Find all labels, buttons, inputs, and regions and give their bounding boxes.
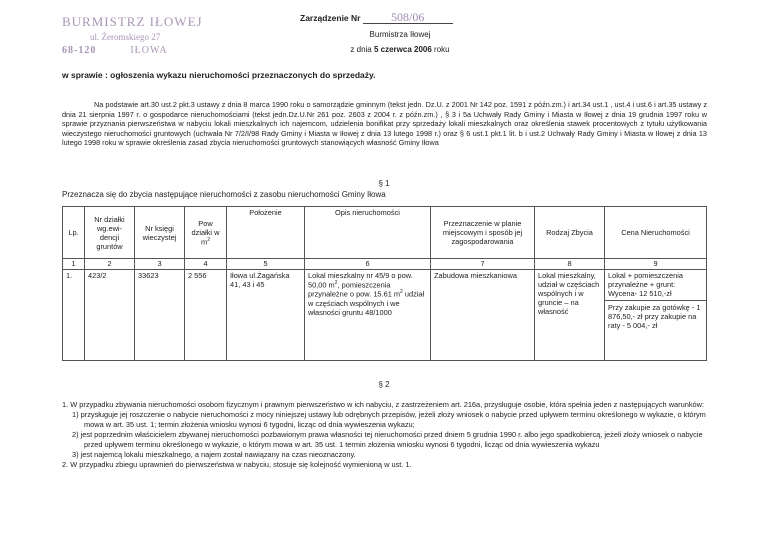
header-price: Cena Nieruchomości bbox=[605, 207, 707, 259]
description-part-1: Lokal mieszkalny nr 45/9 o pow. 50,00 m bbox=[308, 271, 413, 290]
list-subitem: 3) jest najemcą lokalu mieszkalnego, a najem został nawiązany na czas nieoznaczony. bbox=[72, 450, 356, 459]
list-subitem: 2) jest poprzednim właścicielem zbywanej nieruchomości pozbawionym prawa własności tej nieruchomości przed dniem 5 grudnia 1990 r. albo jego spadkobiercą, jeżeli złoży wniosek o nabycie przed upływem terminu określonego w wykazie, o którym mowa w art. 35 ust. 1 termin złożenia wniosku wynosi 6 tygodni, licząc od dnia wywieszenia wykazu bbox=[72, 430, 703, 449]
list-item: 1. W przypadku zbywania nieruchomości osobom fizycznym i prawnym pierwszeństwo w ich nabyciu, z zastrzeżeniem art. 216a, przysługuje osobie, która spełnia jeden z następujących warunków: bbox=[62, 400, 705, 409]
col-number: 2 bbox=[85, 259, 135, 270]
section-2-list bbox=[62, 400, 710, 470]
description-part-3: udział w częściach wspólnych i we własności gruntu 48/1000 bbox=[308, 289, 425, 317]
price-valuation: Lokal + pomieszczenia przynależne + grunt: Wycena- 12 510,-zł bbox=[605, 271, 706, 301]
header-lp: Lp. bbox=[63, 207, 85, 259]
description-part-2: , pomieszczenia przynależne o pow. 15.61 m bbox=[308, 280, 401, 299]
cell-area: 2 556 bbox=[185, 270, 227, 361]
list-item: 2. W przypadku zbiegu uprawnień do pierwszeństwa w nabyciu, stosuje się kolejność wymienioną w ust. 1. bbox=[62, 460, 412, 469]
stamp-city: IŁOWA bbox=[130, 45, 168, 56]
col-number: 5 bbox=[227, 259, 305, 270]
col-number: 9 bbox=[605, 259, 707, 270]
header-land-register: Nr księgi wieczystej bbox=[135, 207, 185, 259]
stamp-street: ul. Żeromskiego 27 bbox=[90, 32, 161, 42]
stamp-postal bbox=[62, 45, 203, 56]
header-purpose: Przeznaczenie w planie miejscowym i sposób jej zagospodarowania bbox=[431, 207, 535, 259]
order-number: 508/06 bbox=[363, 12, 453, 24]
cell-price bbox=[605, 270, 707, 361]
header-sale-type: Rodzaj Zbycia bbox=[535, 207, 605, 259]
cell-land-register: 33623 bbox=[135, 270, 185, 361]
table-row bbox=[63, 270, 707, 361]
cell-plot-number: 423/2 bbox=[85, 270, 135, 361]
col-number: 3 bbox=[135, 259, 185, 270]
header-location: Położenie bbox=[227, 207, 305, 259]
cell-location: Iłowa ul.Żagańska 41, 43 i 45 bbox=[227, 270, 305, 361]
document-subject: w sprawie : ogłoszenia wykazu nieruchomości przeznaczonych do sprzedaży. bbox=[62, 70, 376, 80]
cell-purpose: Zabudowa mieszkaniowa bbox=[431, 270, 535, 361]
order-label: Zarządzenie Nr bbox=[300, 13, 361, 23]
col-number: 4 bbox=[185, 259, 227, 270]
document-header bbox=[300, 12, 500, 54]
date-value: 5 czerwca 2006 bbox=[373, 45, 432, 54]
date-prefix: z dnia bbox=[350, 45, 372, 54]
stamp-postcode: 68-120 bbox=[62, 45, 97, 56]
column-number-row bbox=[63, 259, 707, 270]
order-line bbox=[300, 12, 500, 24]
col-number: 1 bbox=[63, 259, 85, 270]
header-description: Opis nieruchomości bbox=[305, 207, 431, 259]
cell-sale-type: Lokal mieszkalny, udział w częściach wspólnych i w gruncie – na własność bbox=[535, 270, 605, 361]
section-1-text: Przeznacza się do zbycia następujące nieruchomości z zasobu nieruchomości Gminy Iłowa bbox=[62, 190, 386, 199]
issuer: Burmistrza Iłowej bbox=[369, 30, 431, 39]
legal-basis-paragraph: Na podstawie art.30 ust.2 pkt.3 ustawy z dnia 8 marca 1990 roku o samorządzie gminnym (tekst jedn. Dz.U. z 2001 Nr 142 poz. 1591 z późn.zm.) i art.34 ust.1 , ust.4 i ust.6 i art.35 ustawy z dnia 21 sierpnia 1997 r. o gospodarce nieruchomościami (tekst jedn.Dz.U.Nr 261 poz. 2603 z 2004 r. z późn.zm.) , § 3 i 5a Uchwały Rady Gminy i Miasta w Iłowej z dnia 19 grudnia 1997 roku w sprawie przyznania pierwszeństwa w nabyciu lokali mieszkalnych ich najemcom, udzielenia bonifikat przy sprzedaży lokali mieszkalnych oraz określenia stawek procentowych z tytułu użytkowania wieczystego nieruchomości gruntowych (uchwała Nr 7/2/I/98 Rady Gminy i Miasta w Iłowej z dnia 13 lutego 1998 r.) oraz § 6 ust.1 pkt.1 lit. b i ust.2 Uchwały Rady Gminy i Miasta w Iłowej z dnia 13 lutego 1998 roku w sprawie określenia zasad zbycia nieruchomości gruntowych stanowiących własność Gminy Iłowa bbox=[62, 100, 707, 148]
cell-description bbox=[305, 270, 431, 361]
stamp-title: BURMISTRZ IŁOWEJ bbox=[62, 14, 203, 29]
section-2-mark: § 2 bbox=[378, 380, 390, 389]
official-stamp bbox=[62, 14, 203, 56]
property-table bbox=[62, 206, 707, 361]
col-number: 6 bbox=[305, 259, 431, 270]
list-subitem: 1) przysługuje jej roszczenie o nabycie nieruchomości z mocy niniejszej ustawy lub odrębnych przepisów, jeżeli złoży wniosek o nabycie przed upływem terminu określonego w wykazie, o którym mowa w art. 35 ust. 1; termin złożenia wniosku wynosi 6 tygodni, licząc od dnia wywieszenia wykazu; bbox=[72, 410, 706, 429]
order-date bbox=[300, 45, 500, 54]
table-header-row bbox=[63, 207, 707, 259]
price-payment-options: Przy zakupie za gotówkę - 1 876,50,- zł przy zakupie na raty - 5 004,- zł bbox=[608, 303, 701, 330]
date-suffix: roku bbox=[434, 45, 450, 54]
section-1-mark: § 1 bbox=[378, 179, 390, 188]
header-area bbox=[185, 207, 227, 259]
header-area-sup: 2 bbox=[207, 236, 210, 243]
header-area-text: Pow działki w m bbox=[191, 218, 220, 247]
col-number: 7 bbox=[431, 259, 535, 270]
sup-2: 2 bbox=[334, 280, 338, 286]
sup-2: 2 bbox=[400, 289, 403, 296]
cell-lp: 1. bbox=[63, 270, 85, 361]
col-number: 8 bbox=[535, 259, 605, 270]
header-plot-number: Nr działki wg.ewi-dencji gruntów bbox=[85, 207, 135, 259]
